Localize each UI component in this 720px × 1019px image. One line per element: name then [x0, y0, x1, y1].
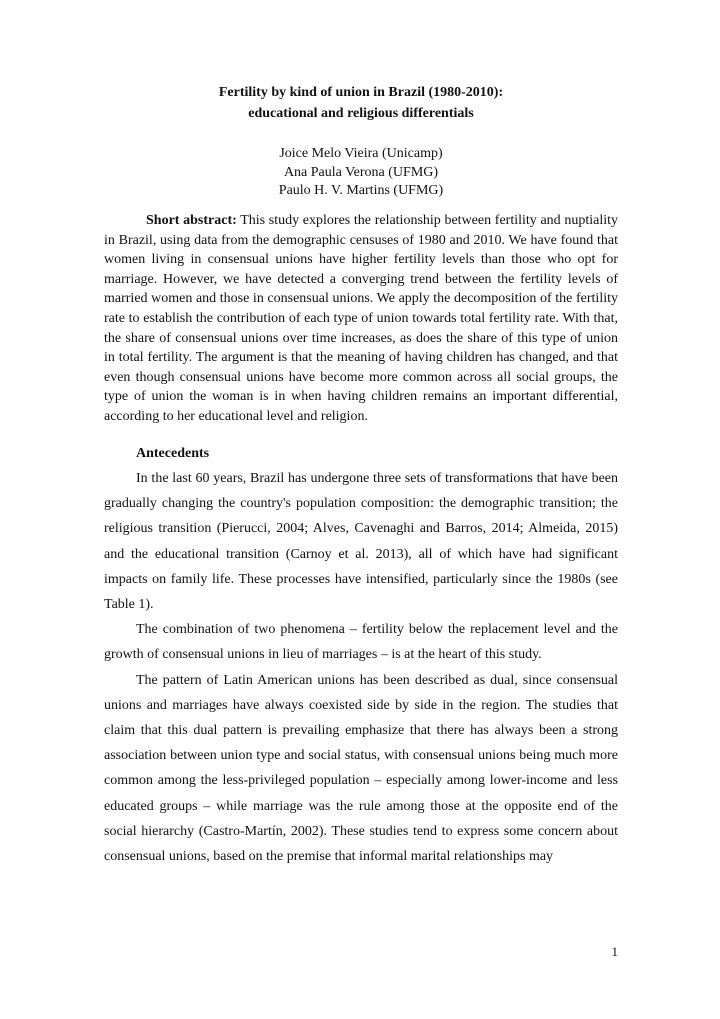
page-number: 1 [611, 944, 618, 959]
body-paragraph-2: The combination of two phenomena – fertility below the replacement level and the growth of consensual unions in lieu of marriages – is at the heart of this study. [104, 622, 618, 663]
abstract-text: This study explores the relationship between fertility and nuptiality in Brazil, using data from the demographic censuses of 1980 and 2010. We have found that women living in consensual unions have higher fertility levels than those who opt for marriage. However, we have detected a converging trend between the fertility levels of married women and those in consensual unions. We apply the decomposition of the fertility rate to establish the contribution of each type of union towards total fertility rate. With that, the share of consensual unions over time increases, as does the share of this type of union in total fertility. The argument is that the meaning of having children has changed, and that even though consensual unions have become more common across all social groups, the type of union the woman is in when having children remains an important differential, according to her educational level and religion. [104, 213, 619, 424]
body-paragraph-3: The pattern of Latin American unions has been described as dual, since consensual unions and marriages have always coexisted side by side in the region. The studies that claim that this dual pattern is prevailing emphasize that there has always been a strong association between union type and social status, with consensual unions being much more common among the less-privileged population – especially among lower-income and less educated groups – while marriage was the rule among those at the opposite end of the social hierarchy (Castro-Martín, 2002). These studies tend to express some concern about consensual unions, based on the premise that informal marital relationships may [104, 672, 618, 865]
author-1: Joice Melo Vieira (Unicamp) [279, 146, 443, 161]
author-3: Paulo H. V. Martins (UFMG) [278, 183, 444, 198]
title-line-2: educational and religious differentials [248, 106, 474, 121]
author-2: Ana Paula Verona (UFMG) [283, 164, 439, 180]
author-list [104, 145, 618, 201]
paper-title [104, 82, 618, 124]
title-line-1: Fertility by kind of union in Brazil (1980-2010): [218, 85, 504, 100]
abstract-label: Short abstract: [146, 213, 237, 228]
section-heading: Antecedents [136, 446, 210, 461]
body-paragraph-1: In the last 60 years, Brazil has undergone three sets of transformations that have been gradually changing the country's population composition: the demographic transition; the religious transition (Pierucci, 2004; Alves, Cavenaghi and Barros, 2014; Almeida, 2015) and the educational transition (Carnoy et al. 2013), all of which have had significant impacts on family life. These processes have intensified, particularly since the 1980s (see Table 1). [104, 471, 618, 613]
body-text [104, 466, 618, 869]
abstract [104, 211, 618, 427]
